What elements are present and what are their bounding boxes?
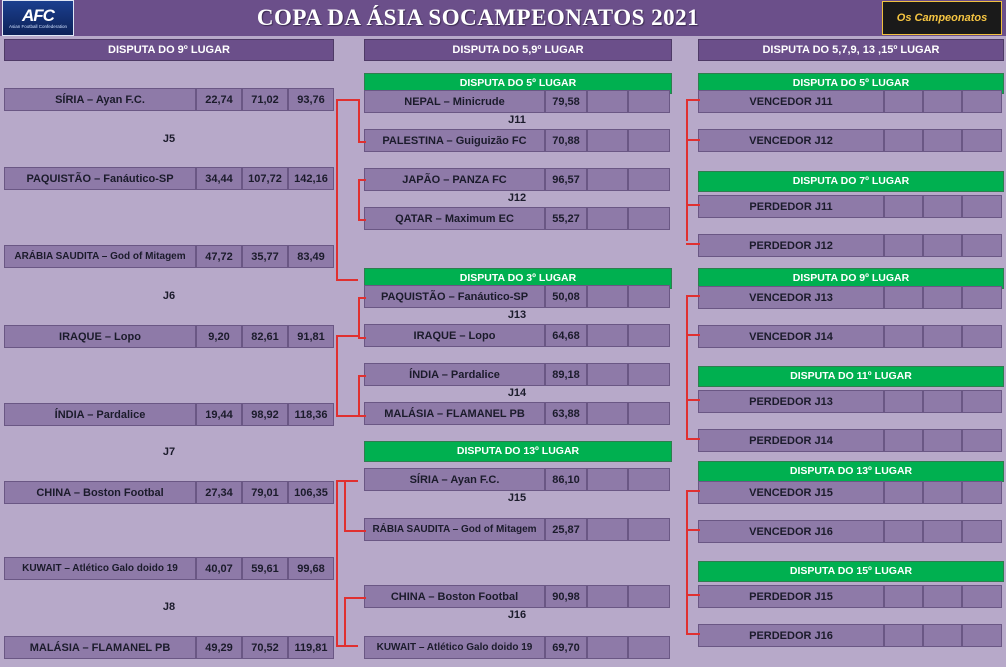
table-row[interactable]	[364, 585, 670, 608]
empty-cell	[884, 325, 923, 348]
score: 96,57	[545, 168, 587, 191]
bracket-line	[686, 529, 700, 531]
table-row[interactable]	[364, 90, 670, 113]
score-1: 40,07	[196, 557, 242, 580]
empty-cell	[962, 390, 1002, 413]
group-title-7th: DISPUTA DO 7º LUGAR	[698, 171, 1004, 192]
score-2: 35,77	[242, 245, 288, 268]
team-name: IRAQUE – Lopo	[364, 324, 545, 347]
bracket-line	[344, 597, 346, 645]
empty-cell	[587, 207, 628, 230]
empty-cell	[587, 636, 628, 659]
score-1: 9,20	[196, 325, 242, 348]
empty-cell	[962, 624, 1002, 647]
empty-cell	[962, 585, 1002, 608]
table-row[interactable]	[4, 557, 334, 580]
match-label-j15: J15	[507, 492, 527, 504]
empty-cell	[587, 585, 628, 608]
slot-label: PERDEDOR J14	[698, 429, 884, 452]
score: 69,70	[545, 636, 587, 659]
empty-cell	[923, 195, 962, 218]
bracket-line	[358, 297, 366, 299]
team-name: SÍRIA – Ayan F.C.	[4, 88, 196, 111]
empty-cell	[628, 585, 670, 608]
team-name: KUWAIT – Atlético Galo doido 19	[364, 636, 545, 659]
slot-label: VENCEDOR J14	[698, 325, 884, 348]
bracket-line	[358, 297, 360, 337]
score-total: 93,76	[288, 88, 334, 111]
bracket-line	[686, 490, 700, 492]
slot-label: VENCEDOR J13	[698, 286, 884, 309]
empty-cell	[923, 390, 962, 413]
bracket-line	[358, 219, 366, 221]
table-row[interactable]	[4, 403, 334, 426]
match-label-j7: J7	[162, 446, 176, 458]
group-title-15th: DISPUTA DO 15º LUGAR	[698, 561, 1004, 582]
score: 50,08	[545, 285, 587, 308]
empty-cell	[962, 520, 1002, 543]
empty-cell	[962, 286, 1002, 309]
afc-logo	[2, 0, 74, 36]
table-row[interactable]	[698, 585, 1002, 608]
bracket-line	[336, 99, 338, 279]
score: 64,68	[545, 324, 587, 347]
bracket-line	[686, 490, 688, 633]
bracket-line	[358, 99, 360, 141]
team-name: ARÁBIA SAUDITA – God of Mitagem	[4, 245, 196, 268]
empty-cell	[923, 585, 962, 608]
team-name: ÍNDIA – Pardalice	[364, 363, 545, 386]
page-title: COPA DA ÁSIA SOCAMPEONATOS 2021	[256, 5, 700, 30]
team-name: MALÁSIA – FLAMANEL PB	[364, 402, 545, 425]
bracket-line	[358, 179, 366, 181]
table-row[interactable]	[698, 195, 1002, 218]
score-1: 47,72	[196, 245, 242, 268]
bracket-line	[358, 141, 366, 143]
score-total: 106,35	[288, 481, 334, 504]
slot-label: PERDEDOR J15	[698, 585, 884, 608]
group-title-5th-right: DISPUTA DO 5º LUGAR	[698, 73, 1004, 94]
group-title-3rd: DISPUTA DO 3º LUGAR	[364, 268, 672, 289]
table-row[interactable]	[698, 624, 1002, 647]
score: 86,10	[545, 468, 587, 491]
match-label-j11: J11	[508, 114, 526, 126]
empty-cell	[923, 129, 962, 152]
team-name: RÁBIA SAUDITA – God of Mitagem	[364, 518, 545, 541]
score-2: 107,72	[242, 167, 288, 190]
match-label-j12: J12	[507, 192, 527, 204]
match-label-j13: J13	[507, 309, 527, 321]
group-title-5th: DISPUTA DO 5º LUGAR	[364, 73, 672, 94]
empty-cell	[628, 402, 670, 425]
table-row[interactable]	[364, 363, 670, 386]
empty-cell	[884, 390, 923, 413]
slot-label: PERDEDOR J12	[698, 234, 884, 257]
empty-cell	[628, 363, 670, 386]
team-name: JAPÃO – PANZA FC	[364, 168, 545, 191]
score-2: 79,01	[242, 481, 288, 504]
table-row[interactable]	[4, 88, 334, 111]
empty-cell	[587, 468, 628, 491]
team-name: ÍNDIA – Pardalice	[4, 403, 196, 426]
empty-cell	[587, 90, 628, 113]
empty-cell	[884, 129, 923, 152]
empty-cell	[628, 90, 670, 113]
score: 79,58	[545, 90, 587, 113]
table-row[interactable]	[698, 520, 1002, 543]
empty-cell	[923, 90, 962, 113]
table-row[interactable]	[4, 167, 334, 190]
score-2: 98,92	[242, 403, 288, 426]
slot-label: VENCEDOR J12	[698, 129, 884, 152]
empty-cell	[923, 624, 962, 647]
score-total: 91,81	[288, 325, 334, 348]
table-row[interactable]	[364, 168, 670, 191]
team-name: SÍRIA – Ayan F.C.	[364, 468, 545, 491]
score-1: 49,29	[196, 636, 242, 659]
empty-cell	[628, 518, 670, 541]
team-name: PALESTINA – Guiguizão FC	[364, 129, 545, 152]
sponsor-logo: Os Campeonatos	[882, 1, 1002, 35]
bracket-line	[336, 279, 358, 281]
bracket-line	[686, 399, 700, 401]
match-label-j14: J14	[507, 387, 527, 399]
bracket-line	[358, 375, 366, 377]
match-label-j5: J5	[162, 133, 176, 145]
score: 70,88	[545, 129, 587, 152]
empty-cell	[962, 195, 1002, 218]
afc-logo-text: AFC	[22, 5, 54, 25]
table-row[interactable]	[698, 325, 1002, 348]
column-2-banner: DISPUTA DO 5,9º LUGAR	[364, 39, 672, 61]
empty-cell	[962, 90, 1002, 113]
match-label-j16: J16	[507, 609, 527, 621]
table-row[interactable]	[698, 129, 1002, 152]
empty-cell	[628, 168, 670, 191]
score: 90,98	[545, 585, 587, 608]
table-row[interactable]	[364, 402, 670, 425]
table-row[interactable]	[364, 468, 670, 491]
match-label-j6: J6	[162, 290, 176, 302]
bracket-line	[358, 179, 360, 219]
table-row[interactable]	[364, 518, 670, 541]
team-name: QATAR – Maximum EC	[364, 207, 545, 230]
bracket-line	[686, 99, 700, 101]
score-2: 82,61	[242, 325, 288, 348]
bracket-line	[344, 480, 346, 530]
bracket-line	[686, 139, 700, 141]
slot-label: VENCEDOR J11	[698, 90, 884, 113]
column-3-banner: DISPUTA DO 5,7,9, 13 ,15º LUGAR	[698, 39, 1004, 61]
score-1: 19,44	[196, 403, 242, 426]
empty-cell	[884, 624, 923, 647]
bracket-line	[336, 335, 338, 415]
empty-cell	[962, 234, 1002, 257]
score-total: 99,68	[288, 557, 334, 580]
empty-cell	[923, 429, 962, 452]
score: 25,87	[545, 518, 587, 541]
bracket-line	[686, 99, 688, 241]
empty-cell	[923, 325, 962, 348]
slot-label: PERDEDOR J16	[698, 624, 884, 647]
score: 55,27	[545, 207, 587, 230]
score-1: 34,44	[196, 167, 242, 190]
team-name: IRAQUE – Lopo	[4, 325, 196, 348]
bracket-line	[686, 295, 700, 297]
empty-cell	[884, 585, 923, 608]
empty-cell	[587, 285, 628, 308]
score-total: 119,81	[288, 636, 334, 659]
team-name: PAQUISTÃO – Fanáutico-SP	[4, 167, 196, 190]
bracket-line	[358, 415, 366, 417]
bracket-line	[344, 530, 366, 532]
score-1: 22,74	[196, 88, 242, 111]
table-row[interactable]	[698, 286, 1002, 309]
empty-cell	[628, 468, 670, 491]
score-2: 70,52	[242, 636, 288, 659]
bracket-line	[344, 597, 366, 599]
empty-cell	[884, 286, 923, 309]
empty-cell	[884, 234, 923, 257]
empty-cell	[587, 518, 628, 541]
empty-cell	[587, 129, 628, 152]
team-name: NEPAL – Minicrude	[364, 90, 545, 113]
slot-label: PERDEDOR J13	[698, 390, 884, 413]
team-name: PAQUISTÃO – Fanáutico-SP	[364, 285, 545, 308]
bracket-line	[686, 295, 688, 438]
bracket-line	[336, 415, 358, 417]
match-label-j8: J8	[162, 601, 176, 613]
team-name: KUWAIT – Atlético Galo doido 19	[4, 557, 196, 580]
score-total: 83,49	[288, 245, 334, 268]
bracket-line	[686, 633, 700, 635]
table-row[interactable]	[4, 636, 334, 659]
bracket-line	[358, 375, 360, 415]
score-total: 118,36	[288, 403, 334, 426]
bracket-line	[336, 480, 358, 482]
empty-cell	[587, 363, 628, 386]
table-row[interactable]	[4, 325, 334, 348]
group-title-11th: DISPUTA DO 11º LUGAR	[698, 366, 1004, 387]
empty-cell	[923, 520, 962, 543]
empty-cell	[628, 285, 670, 308]
table-row[interactable]	[698, 390, 1002, 413]
bracket-line	[686, 243, 700, 245]
bracket-line	[336, 645, 358, 647]
empty-cell	[962, 325, 1002, 348]
empty-cell	[628, 129, 670, 152]
bracket-line	[336, 99, 358, 101]
table-row[interactable]	[698, 90, 1002, 113]
bracket-line	[686, 438, 700, 440]
table-row[interactable]	[364, 324, 670, 347]
score: 89,18	[545, 363, 587, 386]
score-2: 71,02	[242, 88, 288, 111]
bracket-line	[358, 337, 366, 339]
afc-logo-subtext: Asian Football Confederation	[8, 23, 68, 29]
empty-cell	[628, 324, 670, 347]
empty-cell	[923, 234, 962, 257]
empty-cell	[628, 207, 670, 230]
team-name: CHINA – Boston Footbal	[4, 481, 196, 504]
empty-cell	[884, 520, 923, 543]
bracket-line	[686, 594, 700, 596]
empty-cell	[962, 129, 1002, 152]
page-header	[0, 0, 1006, 36]
empty-cell	[962, 429, 1002, 452]
slot-label: PERDEDOR J11	[698, 195, 884, 218]
table-row[interactable]	[364, 129, 670, 152]
group-title-13th: DISPUTA DO 13º LUGAR	[364, 441, 672, 462]
slot-label: VENCEDOR J16	[698, 520, 884, 543]
table-row[interactable]	[364, 636, 670, 659]
table-row[interactable]	[698, 234, 1002, 257]
empty-cell	[923, 286, 962, 309]
table-row[interactable]	[4, 481, 334, 504]
bracket-line	[686, 334, 700, 336]
empty-cell	[884, 429, 923, 452]
empty-cell	[884, 195, 923, 218]
table-row[interactable]	[698, 481, 1002, 504]
table-row[interactable]	[698, 429, 1002, 452]
empty-cell	[884, 481, 923, 504]
empty-cell	[923, 481, 962, 504]
team-name: MALÁSIA – FLAMANEL PB	[4, 636, 196, 659]
group-title-13th-right: DISPUTA DO 13º LUGAR	[698, 461, 1004, 482]
table-row[interactable]	[364, 285, 670, 308]
bracket-line	[686, 204, 700, 206]
column-1-banner: DISPUTA DO 9º LUGAR	[4, 39, 334, 61]
bracket-line	[336, 480, 338, 645]
group-title-9th: DISPUTA DO 9º LUGAR	[698, 268, 1004, 289]
empty-cell	[884, 90, 923, 113]
empty-cell	[628, 636, 670, 659]
table-row[interactable]	[364, 207, 670, 230]
team-name: CHINA – Boston Footbal	[364, 585, 545, 608]
slot-label: VENCEDOR J15	[698, 481, 884, 504]
score-2: 59,61	[242, 557, 288, 580]
empty-cell	[587, 402, 628, 425]
bracket-line	[336, 335, 358, 337]
table-row[interactable]	[4, 245, 334, 268]
empty-cell	[587, 324, 628, 347]
score-total: 142,16	[288, 167, 334, 190]
empty-cell	[587, 168, 628, 191]
empty-cell	[962, 481, 1002, 504]
score-1: 27,34	[196, 481, 242, 504]
score: 63,88	[545, 402, 587, 425]
